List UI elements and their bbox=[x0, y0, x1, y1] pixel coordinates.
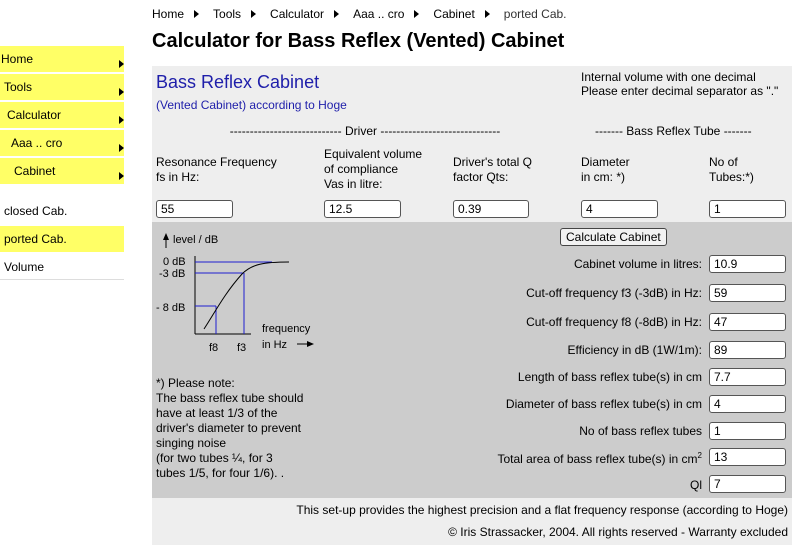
results-panel bbox=[152, 222, 792, 498]
result-label: Efficiency in dB (1W/1m): bbox=[567, 343, 702, 357]
breadcrumb-arrow-icon bbox=[334, 10, 339, 18]
please-note: *) Please note: The bass reflex tube should have at least 1/3 of the driver's diameter to prevent singing noise (for two tubes ¼, for 3 tubes 1/5, for four 1/6). . bbox=[156, 376, 304, 480]
tube-area-output[interactable] bbox=[709, 448, 786, 466]
f8-output[interactable] bbox=[709, 313, 786, 331]
breadcrumb-tools[interactable]: Tools bbox=[213, 7, 242, 21]
arrow-right-icon bbox=[119, 60, 124, 68]
graph-ylabel: level / dB bbox=[173, 234, 219, 246]
vas-label: Equivalent volume of compliance Vas in litre: bbox=[324, 147, 423, 191]
breadcrumb bbox=[152, 6, 567, 22]
cabinet-volume-output[interactable] bbox=[709, 255, 786, 273]
breadcrumb-aaa-cro[interactable]: Aaa .. cro bbox=[353, 7, 405, 21]
sidebar-item-label: Calculator bbox=[7, 108, 62, 122]
breadcrumb-ported-cab: ported Cab. bbox=[503, 7, 567, 21]
result-label: Cut-off frequency f3 (-3dB) in Hz: bbox=[526, 286, 702, 300]
calculate-cabinet-button[interactable]: Calculate Cabinet bbox=[560, 228, 667, 246]
arrow-right-icon bbox=[119, 144, 124, 152]
result-label: Total area of bass reflex tube(s) in $cm^2$ bbox=[497, 451, 702, 466]
arrow-right-icon bbox=[307, 341, 314, 347]
sidebar-item-label: Aaa .. cro bbox=[11, 136, 63, 150]
graph-xlabel-unit: in Hz bbox=[262, 339, 288, 351]
ql-output[interactable] bbox=[709, 475, 786, 493]
f3-output[interactable] bbox=[709, 284, 786, 302]
efficiency-output[interactable] bbox=[709, 341, 786, 359]
section-subtitle: (Vented Cabinet) according to Hoge bbox=[156, 98, 347, 112]
graph-tick-0db: 0 dB bbox=[163, 256, 186, 268]
breadcrumb-arrow-icon bbox=[485, 10, 490, 18]
sidebar-item-calculator[interactable] bbox=[0, 102, 124, 128]
tube-count-input[interactable] bbox=[709, 200, 786, 218]
tube-diameter-input[interactable] bbox=[581, 200, 658, 218]
result-label: Length of bass reflex tube(s) in cm bbox=[517, 370, 702, 384]
tube-diameter-output[interactable] bbox=[709, 395, 786, 413]
sidebar-item-aaa-cro[interactable] bbox=[0, 130, 124, 156]
result-label: Cut-off frequency f8 (-8dB) in Hz: bbox=[526, 315, 702, 329]
result-label: Cabinet volume in litres: bbox=[573, 257, 702, 271]
footer-panel bbox=[152, 498, 792, 545]
graph-f3-label: f3 bbox=[237, 342, 247, 354]
breadcrumb-cabinet[interactable]: Cabinet bbox=[433, 7, 475, 21]
decimal-note: Internal volume with one decimal Please enter decimal separator as "." bbox=[581, 70, 779, 98]
resonance-label: Resonance Frequency fs in Hz: bbox=[156, 155, 277, 184]
section-title: Bass Reflex Cabinet bbox=[156, 72, 320, 92]
sidebar-item-ported-cab[interactable]: ported Cab. bbox=[0, 226, 124, 252]
page-title: Calculator for Bass Reflex (Vented) Cabinet bbox=[152, 30, 565, 52]
frequency-response-graph bbox=[152, 222, 332, 362]
diameter-label: Diameter in cm: *) bbox=[581, 155, 630, 184]
driver-section-heading: ---------------------------- Driver ------------------------------ bbox=[229, 124, 501, 138]
sidebar-item-home[interactable] bbox=[0, 46, 124, 72]
sidebar-item-label: Home bbox=[1, 52, 34, 66]
tube-section-heading: ------- Bass Reflex Tube ------- bbox=[595, 124, 752, 138]
breadcrumb-arrow-icon bbox=[414, 10, 419, 18]
precision-note: This set-up provides the highest precision and a flat frequency response (according to Hoge) bbox=[296, 503, 788, 517]
sidebar-item-closed-cab[interactable]: closed Cab. bbox=[4, 204, 68, 218]
sidebar-item-volume[interactable]: Volume bbox=[0, 254, 124, 280]
tubes-label: No of Tubes:*) bbox=[709, 155, 754, 184]
breadcrumb-calculator[interactable]: Calculator bbox=[270, 7, 325, 21]
qts-input[interactable] bbox=[453, 200, 529, 218]
driver-input-panel bbox=[152, 66, 792, 222]
tube-length-output[interactable] bbox=[709, 368, 786, 386]
sidebar-item-cabinet[interactable] bbox=[0, 158, 124, 184]
resonance-frequency-input[interactable] bbox=[156, 200, 233, 218]
arrow-right-icon bbox=[119, 116, 124, 124]
graph-xlabel: frequency bbox=[262, 323, 311, 335]
breadcrumb-arrow-icon bbox=[194, 10, 199, 18]
copyright: © Iris Strassacker, 2004. All rights reserved - Warranty excluded bbox=[448, 525, 788, 539]
result-label: Diameter of bass reflex tube(s) in cm bbox=[505, 397, 702, 411]
arrow-up-icon bbox=[163, 233, 169, 240]
breadcrumb-home[interactable]: Home bbox=[152, 7, 185, 21]
breadcrumb-arrow-icon bbox=[251, 10, 256, 18]
vas-input[interactable] bbox=[324, 200, 401, 218]
arrow-right-icon bbox=[119, 172, 124, 180]
graph-tick-3db: -3 dB bbox=[159, 268, 186, 280]
graph-f8-label: f8 bbox=[209, 342, 219, 354]
tube-count-output[interactable] bbox=[709, 422, 786, 440]
sidebar-item-label: Tools bbox=[4, 80, 33, 94]
qts-label: Driver's total Q factor Qts: bbox=[453, 155, 532, 184]
graph-tick-8db: - 8 dB bbox=[156, 302, 186, 314]
sidebar bbox=[0, 46, 124, 282]
arrow-right-icon bbox=[119, 88, 124, 96]
sidebar-item-tools[interactable] bbox=[0, 74, 124, 100]
result-label: No of bass reflex tubes bbox=[579, 424, 702, 438]
sidebar-item-label: Cabinet bbox=[14, 164, 56, 178]
result-label: Ql bbox=[690, 478, 702, 492]
